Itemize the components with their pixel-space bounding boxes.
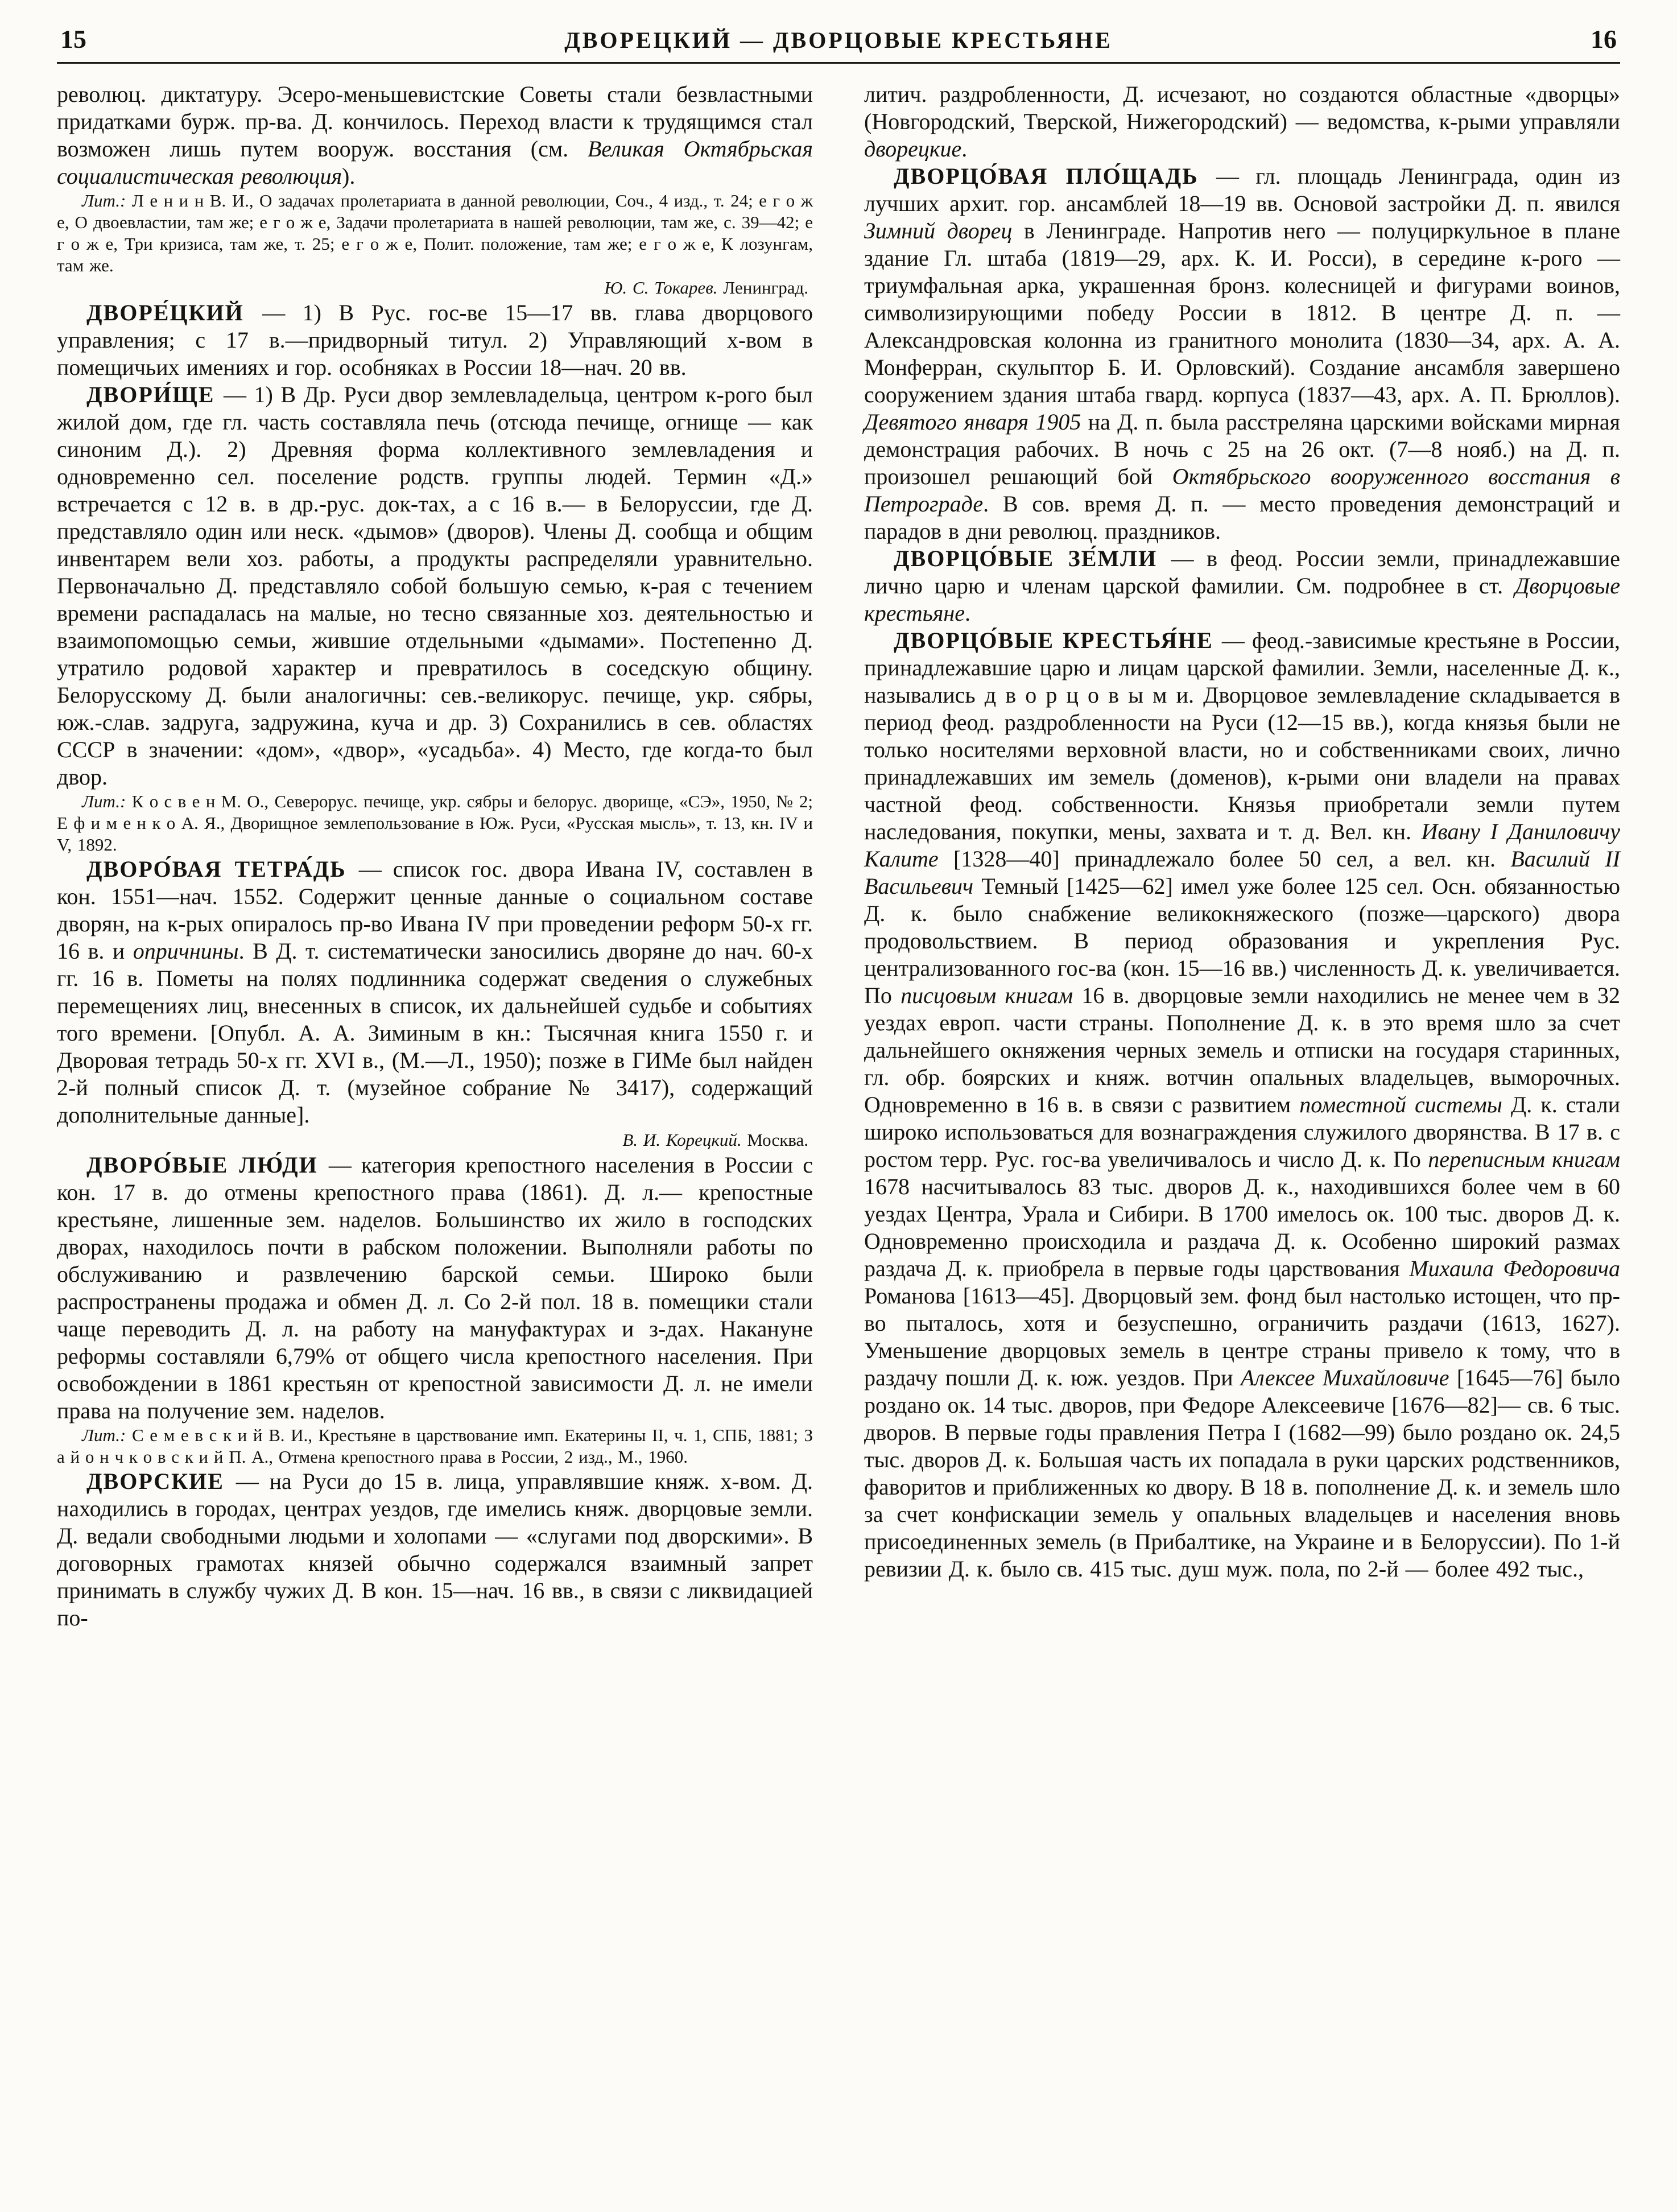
lit-paragraph: Лит.: Л е н и н В. И., О задачах пролетариата в данной революции, Соч., 4 изд., т. 24; е г о ж е, О двоевластии, там же; е г о ж е, Задачи пролетариата в нашей революции, там же, с. 39—42; е г о ж е, Три кризиса, там же, т. 25; е г о ж е, Полит. положение, там же; е г о ж е, К лозунгам, там же. <box>57 191 813 275</box>
page-number-left: 15 <box>60 24 86 53</box>
page-number-right: 16 <box>1591 24 1617 53</box>
entry-headword: ДВОРЦО́ВЫЕ ЗЕ́МЛИ <box>894 546 1171 571</box>
entry-headword: ДВОРСКИЕ <box>86 1468 236 1494</box>
entry-headword: ДВОРЦО́ВАЯ ПЛО́ЩАДЬ <box>894 163 1216 189</box>
entry-dvortsovaya-ploshchad: ДВОРЦО́ВАЯ ПЛО́ЩАДЬ — гл. площадь Ленинграда, один из лучших архит. гор. ансамблей 18—19 вв. Основой застройки Д. п. явился Зимний дворец в Ленинграде. Напротив него — полуциркульное в плане здание Гл. штаба (1819—29, арх. К. И. Росси), в середине к-рого — триумфальная арка, украшенная бронз. колесницей и фигурами воинов, символизирующими победу России в 1812. В центре Д. п. — Александровская колонна из гранитного монолита (1830—34, арх. А. А. Монферран, скульптор Б. И. Орловский). Создание ансамбля завершено сооружением здания штаба гвард. корпуса (1837—43, арх. А. П. Брюллов). Девятого января 1905 на Д. п. была расстреляна царскими войсками мирная демонстрация рабочих. В ночь с 25 на 26 окт. (7—8 нояб.) на Д. п. произошел решающий бой Октябрьского вооруженного восстания в Петрограде. В сов. время Д. п. — место проведения демонстраций и парадов в дни революц. праздников. <box>864 163 1621 544</box>
entry-dvortsovye-zemli: ДВОРЦО́ВЫЕ ЗЕ́МЛИ — в феод. России земли, принадлежавшие лично царю и членам царской фамилии. См. подробнее в ст. Дворцовые крестьяне. <box>864 546 1620 626</box>
running-title: ДВОРЕЦКИЙ — ДВОРЦОВЫЕ КРЕСТЬЯНЕ <box>564 27 1113 53</box>
entry-headword: ДВОРО́ВЫЕ ЛЮ́ДИ <box>86 1152 329 1178</box>
entry-dvortsovye-krestyane: ДВОРЦО́ВЫЕ КРЕСТЬЯ́НЕ — феод.-зависимые крестьяне в России, принадлежавшие царю и лицам царской фамилии. Земли, населенные Д. к., назывались д в о р ц о в ы м и. Дворцовое землевладение складывается в период феод. раздробленности на Руси (12—15 вв.), когда князья были не только носителями верховной власти, но и собственниками своих, лично принадлежавших им земель (доменов), к-рыми они владели на правах частной феод. собственности. Князья приобретали земли путем наследования, покупки, мены, захвата и т. д. Вел. кн. Ивану I Даниловичу Калите [1328—40] принадлежало более 50 сел, а вел. кн. Василий II Васильевич Темный [1425—62] имел уже более 125 сел. Осн. обязанностью Д. к. было снабжение великокняжеского (позже—царского) двора продовольствием. В период образования и укрепления Рус. централизованного гос-ва (кон. 15—16 вв.) численность Д. к. увеличивается. По писцовым книгам 16 в. дворцовые земли находились не менее чем в 32 уездах европ. части страны. Пополнение Д. к. в это время шло за счет дальнейшего окняжения черных земель и отписки на государя старинных, гл. обр. боярских и княж. вотчин опальных владельцев, выморочных. Одновременно в 16 в. в связи с развитием поместной системы Д. к. стали широко использоваться для вознаграждения служилого дворянства. В 17 в. с ростом терр. Рус. гос-ва увеличивалось и число Д. к. По переписным книгам 1678 насчитывалось 83 тыс. дворов Д. к., находившихся более чем в 60 уездах Центра, Урала и Сибири. В 1700 имелось ок. 100 тыс. дворов Д. к. Одновременно происходила и раздача Д. к. Особенно широкий размах раздача Д. к. приобрела в первые годы царствования Михаила Федоровича Романова [1613—45]. Дворцовый зем. фонд был настолько истощен, что пр-во пыталось, хотя и безуспешно, ограничить раздачи (1613, 1627). Уменьшение дворцовых земель в центре страны привело к тому, что в раздачу пошли Д. к. юж. уездов. При Алексее Михайловиче [1645—76] было роздано ок. 14 тыс. дворов, при Федоре Алексеевиче [1676—82]— св. 6 тыс. дворов. В первые годы правления Петра I (1682—99) было роздано ок. 24,5 тыс. дворов Д. к. Большая часть их попадала в руки царских родственников, фаворитов и приближенных ко двору. В 18 в. пополнение Д. к. и земель шло за счет конфискации земель у опальных владельцев и населения вновь присоединенных земель (в Прибалтике, на Украине и в Белоруссии). По 1-й ревизии Д. к. было св. 415 тыс. душ муж. пола, по 2-й — более 492 тыс., <box>864 628 1621 1582</box>
running-head <box>57 24 1620 64</box>
entry-headword: ДВОРЕ́ЦКИЙ <box>86 300 263 325</box>
page-body <box>57 81 1620 1632</box>
entry-dvorishche: ДВОРИ́ЩЕ — 1) В Др. Руси двор землевладельца, центром к-рого был жилой дом, где гл. часть составляла печь (отсюда печище, огнище — как синоним Д.). 2) Древняя форма коллективного землевладения и одновременно сел. поселение родств. группы людей. Термин «Д.» встречается с 12 в. в др.-рус. док-тах, а с 16 в.— в Белоруссии, где Д. представляло один или неск. «дымов» (дворов). Члены Д. сообща и общим инвентарем вели хоз. работы, а продукты распределяли уравнительно. Первоначально Д. представляло собой большую семью, к-рая с течением времени распадалась на малые, но тесно связанные хоз. деятельностью и взаимопомощью семьи, жившие отдельными «дымами». Постепенно Д. утратило родовой характер и превратилось в соседскую общину. Белорусскому Д. были аналогичны: сев.-великорус. печище, укр. сябры, юж.-слав. задруга, задружина, куча и др. 3) Сохранились в сев. областях СССР в значении: «дом», «двор», «усадьба». 4) Место, где когда-то был двор. <box>57 382 813 790</box>
entry-dvoretsky: ДВОРЕ́ЦКИЙ — 1) В Рус. гос-ве 15—17 вв. глава дворцового управления; с 17 в.—придворный титул. 2) Управляющий х-вом в помещичьих имениях и гор. особняках в России 18—нач. 20 вв. <box>57 300 813 380</box>
entry-dvorovye-lyudi: ДВОРО́ВЫЕ ЛЮ́ДИ — категория крепостного населения в России с кон. 17 в. до отмены крепостного права (1861). Д. л.— крепостные крестьяне, лишенные зем. наделов. Большинство их жило в господских дворах, находилось почти в рабском положении. Выполняли работы по обслуживанию и развлечению барской семьи. Широко были распространены продажа и обмен Д. л. Со 2-й пол. 18 в. помещики стали чаще переводить Д. л. на работу на мануфактурах и з-дах. Накануне реформы составляли 6,79% от общего числа крепостного населения. При освобождении в 1861 крестьян от крепостной зависимости Д. л. не имели права на получение зем. наделов. <box>57 1152 813 1423</box>
entry-dvorskie: ДВОРСКИЕ — на Руси до 15 в. лица, управлявшие княж. х-вом. Д. находились в городах, центрах уездов, где имелись княж. дворцовые земли. Д. ведали свободными людьми и холопами — «слугами под дворскими». В договорных грамотах князей обычно содержался взаимный запрет принимать в службу чужих Д. В кон. 15—нач. 16 вв., в связи с ликвидацией по- <box>57 1468 813 1631</box>
column-right <box>864 81 1620 1632</box>
entry-headword: ДВОРО́ВАЯ ТЕТРА́ДЬ <box>86 856 359 882</box>
signature-paragraph: В. И. Корецкий. Москва. <box>622 1130 808 1150</box>
signature-paragraph: Ю. С. Токарев. Ленинград. <box>604 278 808 298</box>
body-continued-paragraph: революц. диктатуру. Эсеро-меньшевистские Советы стали безвластными придатками бурж. пр-ва. Д. кончилось. Переход власти к трудящимся стал возможен лишь путем вооруж. восстания (см. Великая Октябрьская социалистическая революция). <box>57 81 813 189</box>
entry-dvorovaya-tetrad: ДВОРО́ВАЯ ТЕТРА́ДЬ — список гос. двора Ивана IV, составлен в кон. 1551—нач. 1552. Содержит ценные данные о социальном составе дворян, на к-рых опиралось пр-во Ивана IV при проведении реформ 50-х гг. 16 в. и опричнины. В Д. т. систематически заносились дворяне до нач. 60-х гг. 16 в. Пометы на полях подлинника содержат сведения о служебных перемещениях лиц, внесенных в список, их дальнейшей судьбе и событиях того времени. [Опубл. А. А. Зиминым в кн.: Тысячная книга 1550 г. и Дворовая тетрадь 50-х гг. XVI в., (М.—Л., 1950); позже в ГИМе был найден 2-й полный список Д. т. (музейное собрание № 3417), содержащий дополнительные данные]. <box>57 856 813 1128</box>
column-left <box>57 81 813 1632</box>
entry-headword: ДВОРИ́ЩЕ <box>86 382 224 407</box>
lit-paragraph: Лит.: К о с в е н М. О., Северорус. печище, укр. сябры и белорус. дворище, «СЭ», 1950, № 2; Е ф и м е н к о А. Я., Дворищное землепользование в Юж. Руси, «Русская мысль», т. 13, кн. IV и V, 1892. <box>57 791 813 855</box>
lit-paragraph: Лит.: С е м е в с к и й В. И., Крестьяне в царствование имп. Екатерины II, ч. 1, СПБ, 1881; З а й о н ч к о в с к и й П. А., Отмена крепостного права в России, 2 изд., М., 1960. <box>57 1425 813 1467</box>
body-continued-paragraph: литич. раздробленности, Д. исчезают, но создаются областные «дворцы» (Новгородский, Тверской, Нижегородский) — ведомства, к-рыми управляли дворецкие. <box>864 81 1620 162</box>
entry-headword: ДВОРЦО́ВЫЕ КРЕСТЬЯ́НЕ <box>894 628 1222 653</box>
